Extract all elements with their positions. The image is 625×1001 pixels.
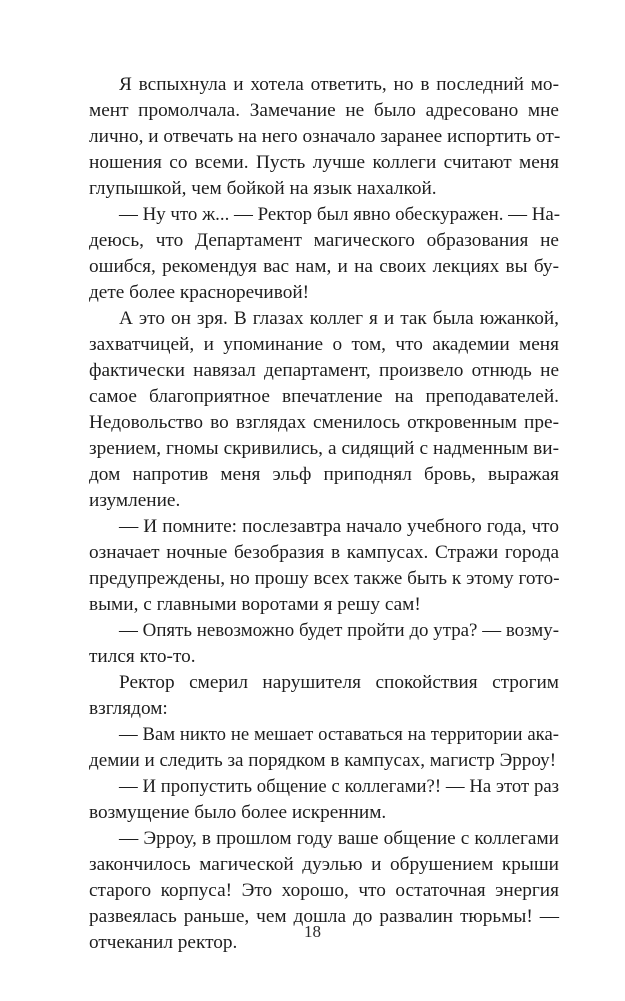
text-line: захватчицей, и упоминание о том, что академии меня <box>89 334 559 355</box>
text-line: мент промолчала. Замечание не было адресовано мне <box>89 100 559 121</box>
text-line: — Вам никто не мешает оставаться на территории ака- <box>119 724 559 745</box>
text-line: — И пропустить общение с коллегами?! — На этот раз <box>119 776 559 797</box>
text-line: — Ну что ж... — Ректор был явно обескуражен. — На- <box>119 204 561 225</box>
text-line: Недовольство во взглядах сменилось откровенным пре- <box>89 412 559 433</box>
text-line: деюсь, что Департамент магического образования не <box>89 230 559 251</box>
text-line: предупреждены, но прошу всех также быть к этому гото- <box>89 568 560 589</box>
page-number: 18 <box>304 922 321 941</box>
text-line: лично, и отвечать на него означало заранее испортить от- <box>89 126 561 147</box>
text-line: дом напротив меня эльф приподнял бровь, выражая <box>89 464 559 485</box>
text-line: Ректор смерил нарушителя спокойствия строгим <box>119 672 559 693</box>
text-line: старого корпуса! Это хорошо, что остаточная энергия <box>89 880 559 901</box>
text-line: означает ночные безобразия в кампусах. Стражи города <box>89 542 559 563</box>
text-line: возмущение было более искренним. <box>89 802 387 823</box>
text-line: демии и следить за порядком в кампусах, магистр Эрроу! <box>89 750 557 771</box>
text-line: зрением, гномы скривились, а сидящий с надменным ви- <box>89 438 559 459</box>
text-line: ошибся, рекомендуя вас нам, и на своих лекциях вы бу- <box>89 256 559 277</box>
text-line: выми, с главными воротами я решу сам! <box>89 594 421 615</box>
text-line: закончилось магической дуэлью и обрушением крыши <box>89 854 559 875</box>
text-line: А это он зря. В глазах коллег я и так была южанкой, <box>119 308 559 329</box>
text-line: ношения со всеми. Пусть лучше коллеги считают меня <box>89 152 559 173</box>
text-line: самое благоприятное впечатление на преподавателей. <box>89 386 559 407</box>
text-line: изумление. <box>89 490 181 511</box>
text-line: тился кто-то. <box>89 646 196 667</box>
text-line: отчеканил ректор. <box>89 932 238 953</box>
text-line: дете более красноречивой! <box>89 282 310 303</box>
text-line: — Эрроу, в прошлом году ваше общение с коллегами <box>119 828 559 849</box>
text-line: развеялась раньше, чем дошла до развалин тюрьмы! — <box>89 906 559 927</box>
text-line: — Опять невозможно будет пройти до утра? — возму- <box>119 620 559 641</box>
body-text <box>89 72 559 956</box>
text-line: Я вспыхнула и хотела ответить, но в последний мо- <box>119 74 559 95</box>
text-line: глупышкой, чем бойкой на язык нахалкой. <box>89 178 437 199</box>
text-line: взглядом: <box>89 698 168 719</box>
text-line: — И помните: послезавтра начало учебного года, что <box>119 516 559 537</box>
text-line: фактически навязал департамент, произвело отнюдь не <box>89 360 559 381</box>
